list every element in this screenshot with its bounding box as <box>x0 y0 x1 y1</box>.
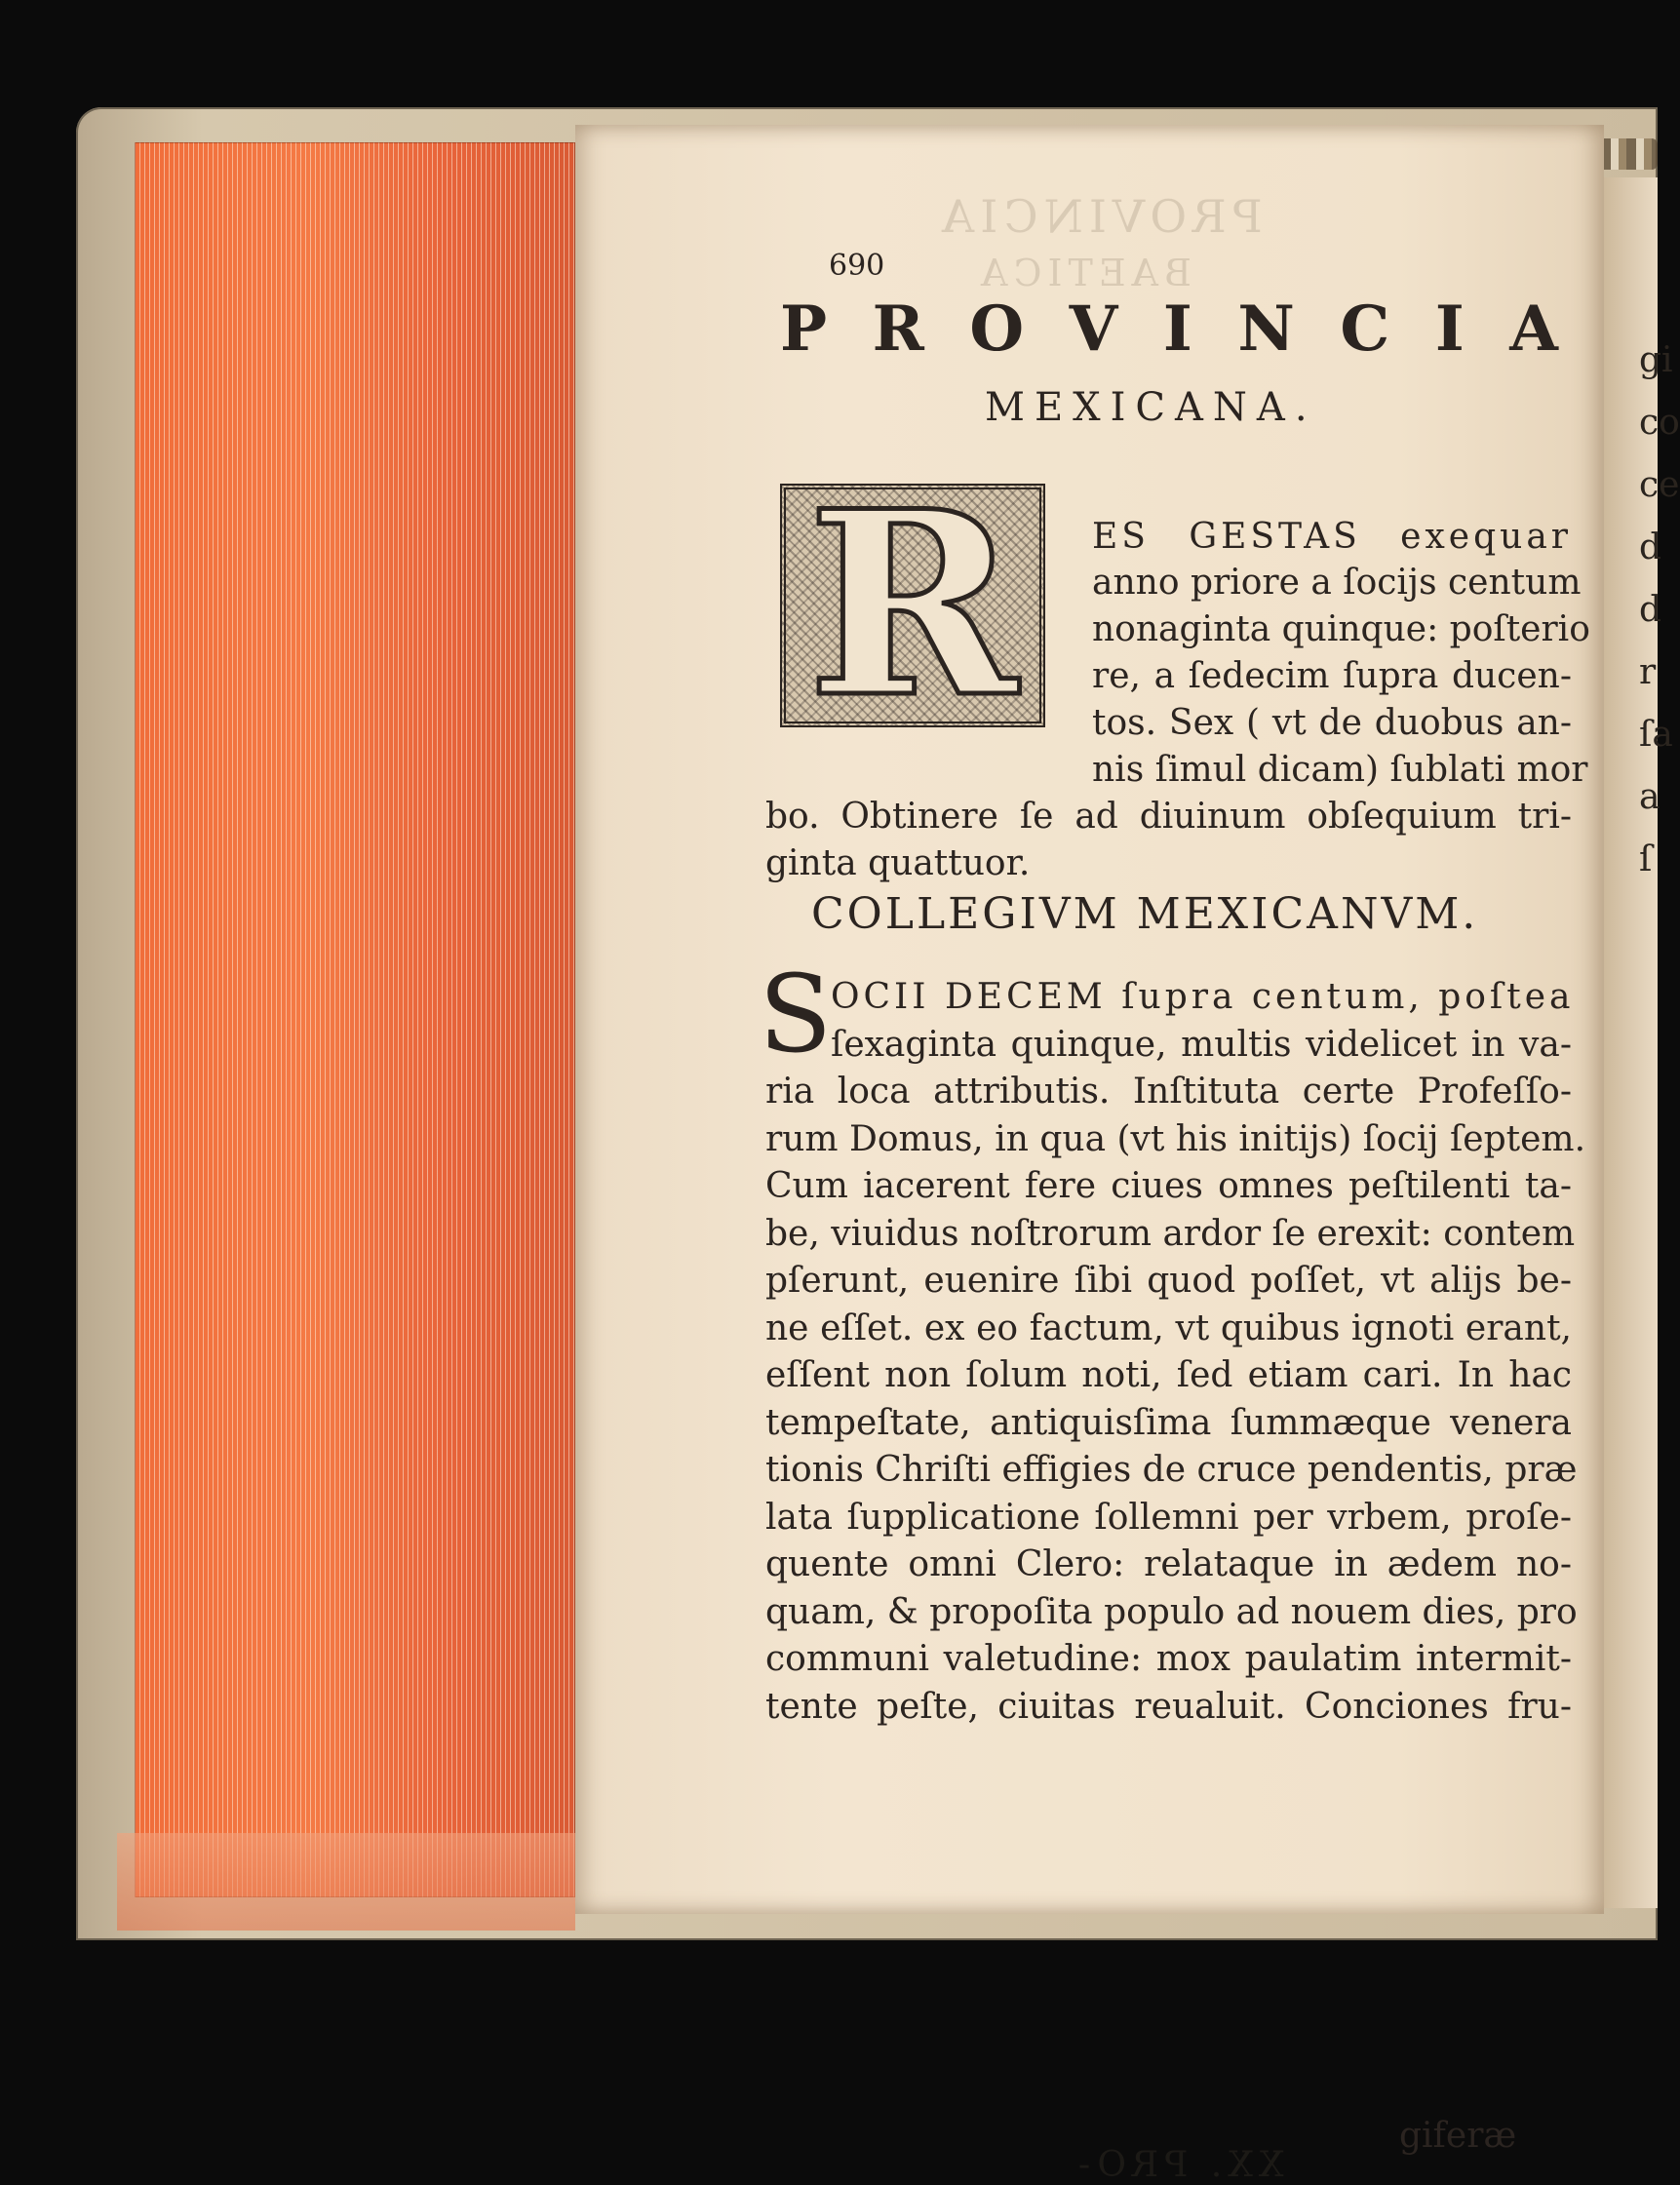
show-through-subtitle: BAETICA <box>975 252 1192 294</box>
running-title <box>780 293 1560 366</box>
running-title-letter: P <box>780 293 830 366</box>
facing-page-fragment: ce <box>1639 465 1680 505</box>
text-line: bo. Obtinere ſe ad diuinum obſequium tri- <box>765 797 1572 837</box>
text-line: nis ſimul dicam) ſublati mor <box>1092 750 1588 790</box>
text-line: eſſent non ſolum noti, ſed etiam cari. In hac <box>765 1355 1572 1395</box>
text-line: rum Domus, in qua (vt his initijs) ſocij ſeptem. <box>765 1118 1586 1159</box>
section-heading: COLLEGIVM MEXICANVM. <box>811 889 1479 939</box>
text-line: anno priore a ſocijs centum <box>1092 563 1582 603</box>
running-title-letter: V <box>1069 293 1120 366</box>
text-line: re, a ſedecim ſupra ducen- <box>1092 656 1572 696</box>
running-title-letter: O <box>969 293 1027 366</box>
facing-page-fragment: gi <box>1639 340 1673 380</box>
text-line: nonaginta quinque: poſterio <box>1092 609 1590 649</box>
show-through-catchword: XX. PRO- <box>1073 2145 1284 2185</box>
text-line: ES GESTAS exequar <box>1092 517 1572 557</box>
facing-page-fragment: co <box>1639 403 1680 443</box>
text-line: quam, & propoſita populo ad nouem dies, pro <box>765 1591 1578 1632</box>
facing-page-fragment: d <box>1639 590 1662 630</box>
facing-page-fragment: d <box>1639 527 1662 567</box>
text-line: communi valetudine: mox paulatim intermit- <box>765 1639 1572 1679</box>
show-through-title: PROVINCIA <box>936 190 1263 243</box>
text-line: pſerunt, euenire ſibi quod poſſet, vt alijs be- <box>765 1261 1572 1301</box>
text-line: Cum iacerent fere ciues omnes peſtilenti ta- <box>765 1166 1572 1206</box>
page-edge-shadow <box>117 1833 575 1931</box>
text-line: tionis Chriſti effigies de cruce pendentis, præ <box>765 1450 1578 1490</box>
facing-page-fragment: a <box>1639 777 1660 817</box>
text-line: tempeſtate, antiquisſima ſummæque venera <box>765 1402 1572 1443</box>
text-line: OCII DECEM ſupra centum, poſtea <box>831 977 1575 1017</box>
sprinkled-page-edge <box>135 142 575 1897</box>
text-line: tos. Sex ( vt de duobus an- <box>1092 703 1572 743</box>
text-line: ne eſſet. ex eo factum, vt quibus ignoti erant, <box>765 1307 1572 1348</box>
text-line: tente peſte, ciuitas reualuit. Conciones fru- <box>765 1686 1572 1727</box>
running-title-letter: R <box>872 293 926 366</box>
running-title-letter: I <box>1162 293 1194 366</box>
woodcut-initial <box>780 456 1045 754</box>
facing-page-fragment: r <box>1639 652 1657 692</box>
facing-page-fragment: ſ <box>1639 839 1653 879</box>
facing-page <box>1604 177 1680 1908</box>
catchword: giferæ <box>1399 2116 1517 2156</box>
running-title-letter: A <box>1509 293 1560 366</box>
running-title-letter: C <box>1340 293 1392 366</box>
facing-page-fragment: ſa <box>1639 715 1673 755</box>
text-line: ſexaginta quinque, multis videlicet in va- <box>831 1024 1572 1065</box>
initial-letter: R <box>806 456 1019 754</box>
running-title-letter: I <box>1434 293 1466 366</box>
page-number: 690 <box>829 249 885 283</box>
text-line: quente omni Clero: relataque in ædem no- <box>765 1544 1572 1584</box>
text-line: ria loca attributis. Inſtituta certe Profeſſo- <box>765 1072 1572 1112</box>
drop-cap-s: S <box>759 952 833 1076</box>
page-subtitle: MEXICANA. <box>985 385 1317 430</box>
text-line: lata ſupplicatione ſollemni per vrbem, proſe- <box>765 1497 1572 1538</box>
running-title-letter: N <box>1237 293 1297 366</box>
text-line: ginta quattuor. <box>765 843 1031 883</box>
text-line: be, viuidus noſtrorum ardor ſe erexit: contem <box>765 1213 1576 1254</box>
